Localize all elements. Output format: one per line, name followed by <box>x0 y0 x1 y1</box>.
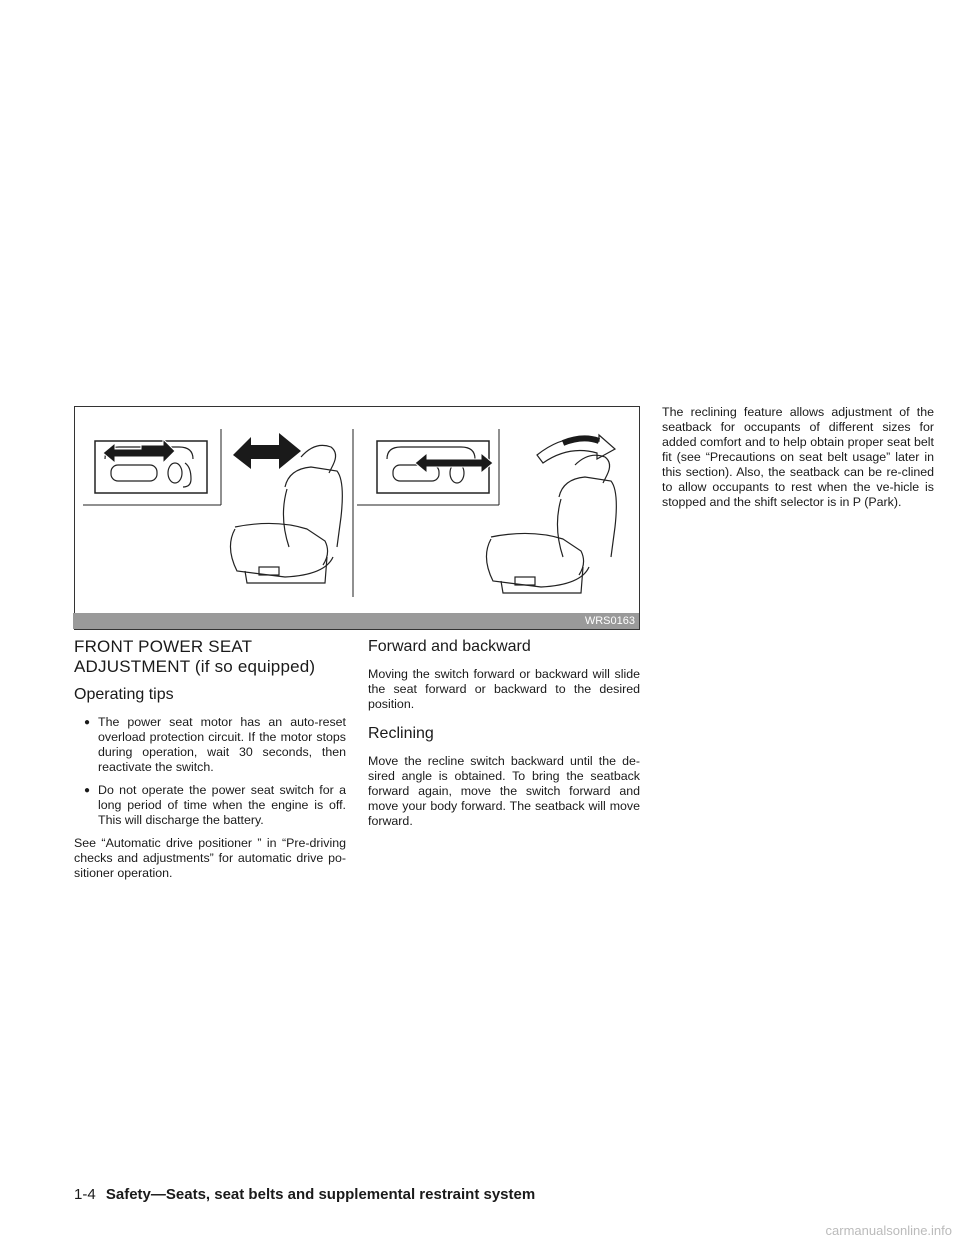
section-heading-line1: FRONT POWER SEAT <box>74 637 253 656</box>
watermark: carmanualsonline.info <box>825 1223 952 1238</box>
recline-switch-icon <box>377 441 493 493</box>
list-item <box>74 715 346 775</box>
list-item-text: Do not operate the power seat switch for a long period of time when the engine is off. This will discharge the battery. <box>98 783 346 827</box>
reclining-text: Move the recline switch backward until the de-sired angle is obtained. To bring the seatback forward again, move the switch forward and move your body forward. The seatback will move forward. <box>368 754 640 828</box>
seat-adjustment-figure <box>74 406 640 630</box>
section-heading-line2: ADJUSTMENT (if so equipped) <box>74 657 316 676</box>
bullet-icon: ● <box>84 717 91 728</box>
automatic-drive-positioner-paragraph: See “Automatic drive positioner ” in “Pre-driving checks and adjustments” for automatic drive po-sitioner operation. <box>74 836 346 880</box>
page-footer <box>74 1186 535 1203</box>
reclining-heading: Reclining <box>368 725 434 742</box>
figure-code: WRS0163 <box>73 613 639 629</box>
section-heading <box>74 637 346 677</box>
recline-arrow-icon <box>537 435 615 463</box>
list-item-text: The power seat motor has an auto-reset overload protection circuit. If the motor stops during operation, wait 30 seconds, then reactivate the switch. <box>98 715 346 774</box>
seat-slide-arrow-icon <box>233 433 301 469</box>
column-2 <box>368 637 640 837</box>
column-3 <box>662 405 934 518</box>
tips-list <box>74 715 346 828</box>
forward-backward-heading: Forward and backward <box>368 638 531 655</box>
column-1 <box>74 637 346 889</box>
seat-diagram <box>75 407 641 631</box>
reclining-feature-text: The reclining feature allows adjustment of the seatback for occupants of different sizes for added comfort and to help obtain proper seat belt fit (see “Precautions on seat belt usage” later in this section). Also, the seatback can be re-clined to allow occupants to rest when the ve-hicle is stopped and the shift selector is in P (Park). <box>662 405 934 509</box>
chapter-title: Safety—Seats, seat belts and supplemental restraint system <box>105 1186 536 1203</box>
bullet-icon: ● <box>84 785 91 796</box>
forward-backward-text: Moving the switch forward or backward will slide the seat forward or backward to the desired position. <box>368 667 640 711</box>
list-item <box>74 783 346 828</box>
double-arrow-icon <box>103 439 175 463</box>
page-number: 1-4 <box>74 1186 96 1203</box>
operating-tips-heading: Operating tips <box>74 686 174 703</box>
seat-icon-reclined <box>486 455 616 593</box>
